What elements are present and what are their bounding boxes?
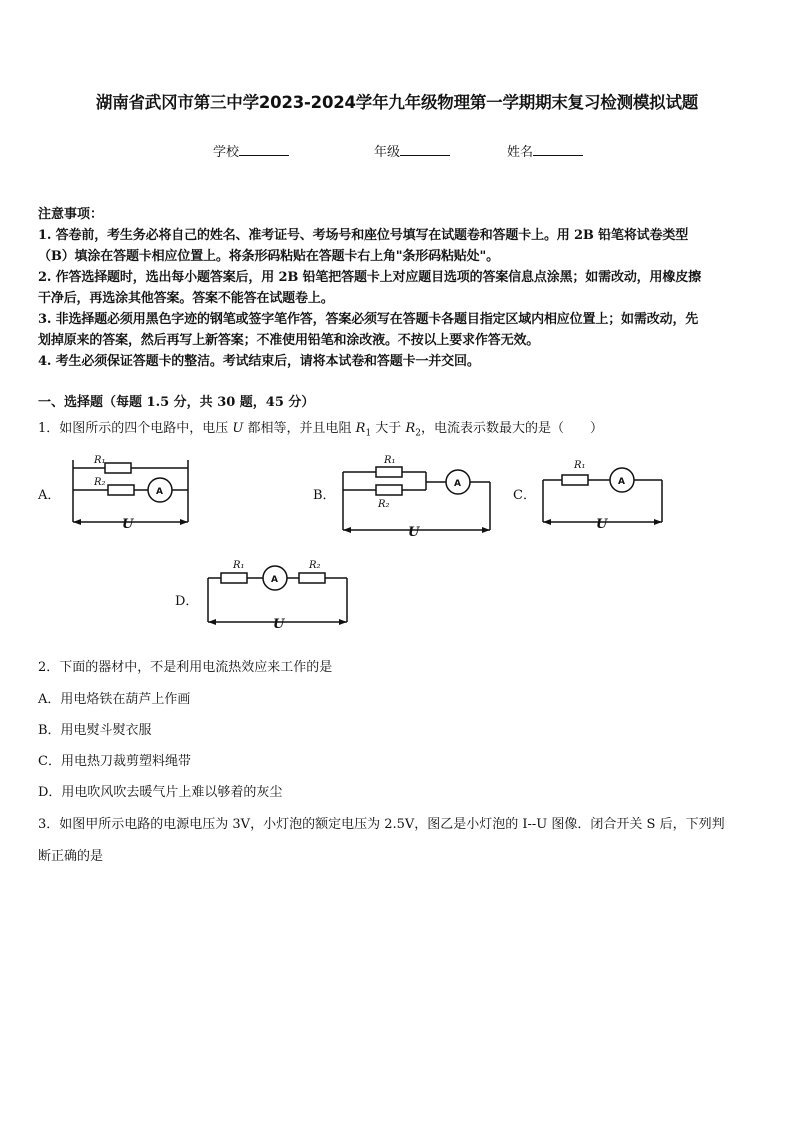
q2-option-a: A．用电烙铁在葫芦上作画: [38, 692, 191, 707]
circuit-d: [205, 556, 353, 636]
name-label: 姓名: [507, 145, 534, 160]
circuit-c-voltage-label: U: [596, 517, 608, 532]
question-3-line-2: 断正确的是: [38, 849, 104, 864]
question-2-stem: 2．下面的器材中，不是利用电流热效应来工作的是: [38, 660, 333, 675]
circuit-d-r1-label: R₁: [233, 560, 245, 571]
school-label: 学校: [213, 145, 240, 160]
q1-option-b-label: B．: [313, 488, 336, 503]
school-blank: [239, 143, 289, 156]
q1-r2: R: [405, 421, 416, 436]
circuit-a-r2-label: R₂: [94, 477, 106, 488]
notice-line: 干净后，再选涂其他答案。答案不能答在试题卷上。: [38, 291, 334, 306]
circuit-a-r1-label: R₁: [94, 455, 106, 466]
q1-r2-sub: 2: [415, 428, 421, 439]
name-field: [507, 141, 583, 160]
circuit-b-r2-label: R₂: [378, 499, 390, 510]
circuit-b-r1-label: R₁: [384, 455, 396, 466]
notice-line: 3. 非选择题必须用黑色字迹的钢笔或签字笔作答，答案必须写在答题卡各题目指定区域内相应位置上；如需改动，先: [38, 312, 699, 327]
q1-prefix: 1．如图所示的四个电路中，电压: [38, 421, 233, 436]
q1-r1: R: [355, 421, 366, 436]
q1-option-a-label: A．: [38, 488, 61, 503]
circuit-b-ammeter-label: A: [454, 479, 461, 489]
circuit-a-voltage-label: U: [122, 517, 134, 532]
circuit-d-voltage-label: U: [273, 617, 285, 632]
circuit-c-ammeter-label: A: [618, 477, 625, 487]
q2-option-b: B．用电熨斗熨衣服: [38, 723, 152, 738]
question-1-stem: [38, 417, 603, 439]
circuit-d-r2-label: R₂: [309, 560, 321, 571]
grade-label: 年级: [374, 145, 401, 160]
circuit-d-ammeter-label: A: [271, 575, 278, 585]
grade-field: [374, 141, 450, 160]
q1-suffix: ，电流表示数最大的是（ ）: [420, 421, 603, 436]
circuit-c-r1-label: R₁: [574, 460, 586, 471]
circuit-b-voltage-label: U: [408, 525, 420, 540]
page-title: 湖南省武冈市第三中学2023-2024学年九年级物理第一学期期末复习检测模拟试题: [95, 93, 699, 112]
q1-mid2: 大于: [371, 421, 406, 436]
q2-option-d: D．用电吹风吹去暖气片上难以够着的灰尘: [38, 785, 283, 800]
q2-option-c: C．用电热刀裁剪塑料绳带: [38, 754, 191, 769]
q1-option-d-label: D．: [175, 594, 199, 609]
notice-line: 2. 作答选择题时，选出每小题答案后，用 2B 铅笔把答题卡上对应题目选项的答案信息点涂黑；如需改动，用橡皮擦: [38, 270, 701, 285]
q1-r1-sub: 1: [365, 428, 372, 439]
q1-mid1: 都相等，并且电阻: [243, 421, 356, 436]
notice-line: （B）填涂在答题卡相应位置上。将条形码粘贴在答题卡右上角"条形码粘贴处"。: [38, 249, 499, 264]
school-field: [213, 141, 289, 160]
grade-blank: [400, 143, 450, 156]
question-3-line-1: 3．如图甲所示电路的电源电压为 3V，小灯泡的额定电压为 2.5V，图乙是小灯泡的 I--U 图像．闭合开关 S 后，下列判: [38, 817, 725, 832]
notice-line: 1. 答卷前，考生务必将自己的姓名、准考证号、考场号和座位号填写在试题卷和答题卡上。用 2B 铅笔将试卷类型: [38, 228, 689, 243]
section-heading: 一、选择题（每题 1.5 分，共 30 题，45 分）: [38, 395, 315, 410]
q1-u: U: [232, 421, 244, 436]
circuit-a: [70, 452, 195, 532]
circuit-c: [540, 452, 668, 532]
notice-line: 4. 考生必须保证答题卡的整洁。考试结束后，请将本试卷和答题卡一并交回。: [38, 354, 480, 369]
notice-heading: 注意事项：: [38, 207, 104, 222]
name-blank: [533, 143, 583, 156]
notice-line: 划掉原来的答案，然后再写上新答案；不准使用铅笔和涂改液。不按以上要求作答无效。: [38, 333, 540, 348]
q1-option-c-label: C．: [513, 488, 536, 503]
circuit-b: [340, 452, 495, 540]
circuit-a-ammeter-label: A: [156, 487, 163, 497]
